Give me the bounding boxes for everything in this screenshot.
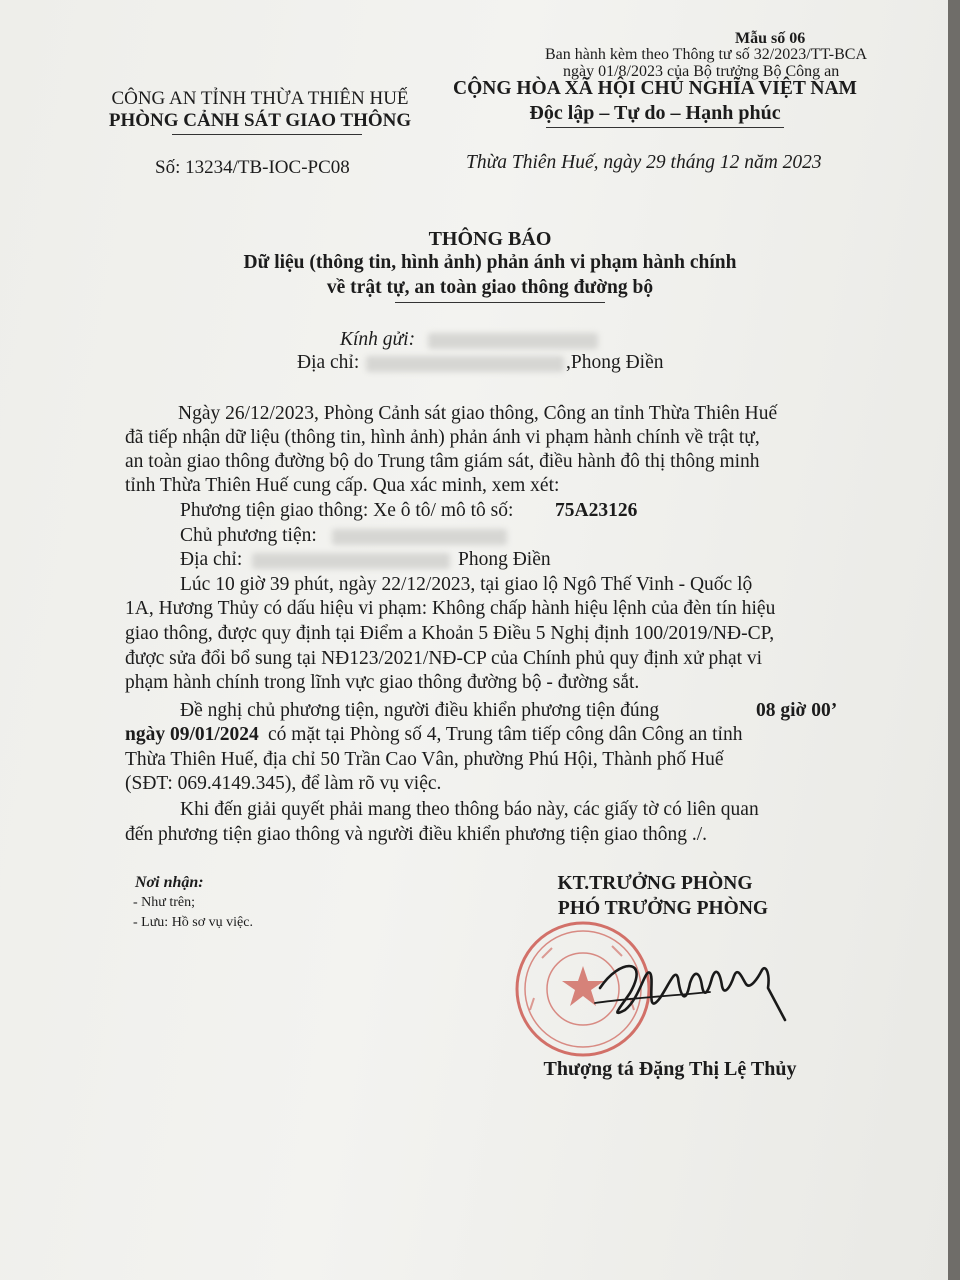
- para2-line3: giao thông, được quy định tại Điểm a Khoản 5 Điều 5 Nghị định 100/2019/NĐ-CP,: [125, 623, 775, 644]
- handwritten-signature: [590, 948, 790, 1038]
- para3-line3: Thừa Thiên Huế, địa chỉ 50 Trần Cao Vân, phường Phú Hội, Thành phố Huế: [125, 749, 724, 770]
- para2-line5: phạm hành chính trong lĩnh vực giao thông đường bộ - đường sắt.: [125, 672, 640, 693]
- recipient-address-suffix: ,Phong Điền: [566, 352, 664, 373]
- para2-line1: Lúc 10 giờ 39 phút, ngày 22/12/2023, tại giao lộ Ngô Thế Vinh - Quốc lộ: [180, 574, 753, 595]
- kinh-gui-label: Kính gửi:: [340, 329, 416, 350]
- nation-name: CỘNG HÒA XÃ HỘI CHỦ NGHĨA VIỆT NAM: [453, 78, 857, 99]
- form-issued-line2: ngày 01/8/2023 của Bộ trưởng Bộ Công an: [563, 63, 840, 80]
- para2-line4: được sửa đổi bổ sung tại NĐ123/2021/NĐ-CP của Chính phủ quy định xử phạt vi: [125, 648, 763, 669]
- agency-parent: CÔNG AN TỈNH THỪA THIÊN HUẾ: [111, 88, 409, 109]
- motto-underline: [546, 127, 784, 128]
- para1-line3: an toàn giao thông đường bộ do Trung tâm giám sát, điều hành đô thị thông minh: [125, 451, 760, 472]
- recipient-address-label: Địa chỉ:: [297, 352, 360, 373]
- appointment-date: ngày 09/01/2024: [125, 724, 259, 745]
- para3-line4: (SĐT: 069.4149.345), để làm rõ vụ việc.: [125, 773, 442, 794]
- para3-line2b: có mặt tại Phòng số 4, Trung tâm tiếp công dân Công an tỉnh: [268, 724, 743, 745]
- owner-address-label: Địa chỉ:: [180, 549, 243, 570]
- para4-line1: Khi đến giải quyết phải mang theo thông báo này, các giấy tờ có liên quan: [180, 799, 759, 820]
- agency-dept: PHÒNG CẢNH SÁT GIAO THÔNG: [108, 110, 412, 131]
- signer-role2: PHÓ TRƯỞNG PHÒNG: [557, 898, 769, 919]
- signer-role1: KT.TRƯỞNG PHÒNG: [557, 873, 753, 894]
- nation-motto: Độc lập – Tự do – Hạnh phúc: [529, 102, 781, 124]
- license-plate: 75A23126: [555, 500, 638, 521]
- redacted-owner: [332, 529, 507, 545]
- recipients-title: Nơi nhận:: [135, 874, 204, 891]
- recipients-item2: - Lưu: Hồ sơ vụ việc.: [133, 915, 253, 930]
- appointment-time: 08 giờ 00’: [756, 700, 838, 721]
- form-issued-line1: Ban hành kèm theo Thông tư số 32/2023/TT-BCA: [545, 46, 867, 63]
- redacted-recipient: [428, 333, 598, 349]
- owner-address-suffix: Phong Điền: [458, 549, 551, 570]
- para4-line2: đến phương tiện giao thông và người điều khiển phương tiện giao thông ./.: [125, 824, 708, 845]
- redacted-address: [366, 356, 564, 372]
- notice-subtitle-line2: về trật tự, an toàn giao thông đường bộ: [326, 277, 654, 298]
- title-underline: [395, 302, 605, 303]
- para2-line2: 1A, Hương Thủy có dấu hiệu vi phạm: Không chấp hành hiệu lệnh của đèn tín hiệu: [125, 598, 776, 619]
- recipients-item1: - Như trên;: [133, 895, 196, 910]
- document-ref: Số: 13234/TB-IOC-PC08: [155, 157, 350, 178]
- para1-line1: Ngày 26/12/2023, Phòng Cảnh sát giao thông, Công an tỉnh Thừa Thiên Huế: [178, 403, 778, 424]
- para1-line4: tỉnh Thừa Thiên Huế cung cấp. Qua xác minh, xem xét:: [125, 475, 560, 496]
- agency-underline: [172, 134, 362, 135]
- place-date: Thừa Thiên Huế, ngày 29 tháng 12 năm 2023: [466, 152, 822, 173]
- notice-title: THÔNG BÁO: [428, 228, 552, 250]
- redacted-owner-address: [252, 553, 450, 569]
- para1-line2: đã tiếp nhận dữ liệu (thông tin, hình ảnh) phản ánh vi phạm hành chính về trật tự,: [125, 427, 760, 448]
- owner-label: Chủ phương tiện:: [180, 525, 317, 546]
- signer-name: Thượng tá Đặng Thị Lệ Thủy: [543, 1058, 797, 1080]
- para3-line1a: Đề nghị chủ phương tiện, người điều khiển phương tiện đúng: [180, 700, 660, 721]
- form-number: Mẫu số 06: [735, 30, 806, 47]
- vehicle-label: Phương tiện giao thông: Xe ô tô/ mô tô số:: [180, 500, 514, 521]
- notice-subtitle-line1: Dữ liệu (thông tin, hình ảnh) phản ánh vi phạm hành chính: [243, 252, 737, 273]
